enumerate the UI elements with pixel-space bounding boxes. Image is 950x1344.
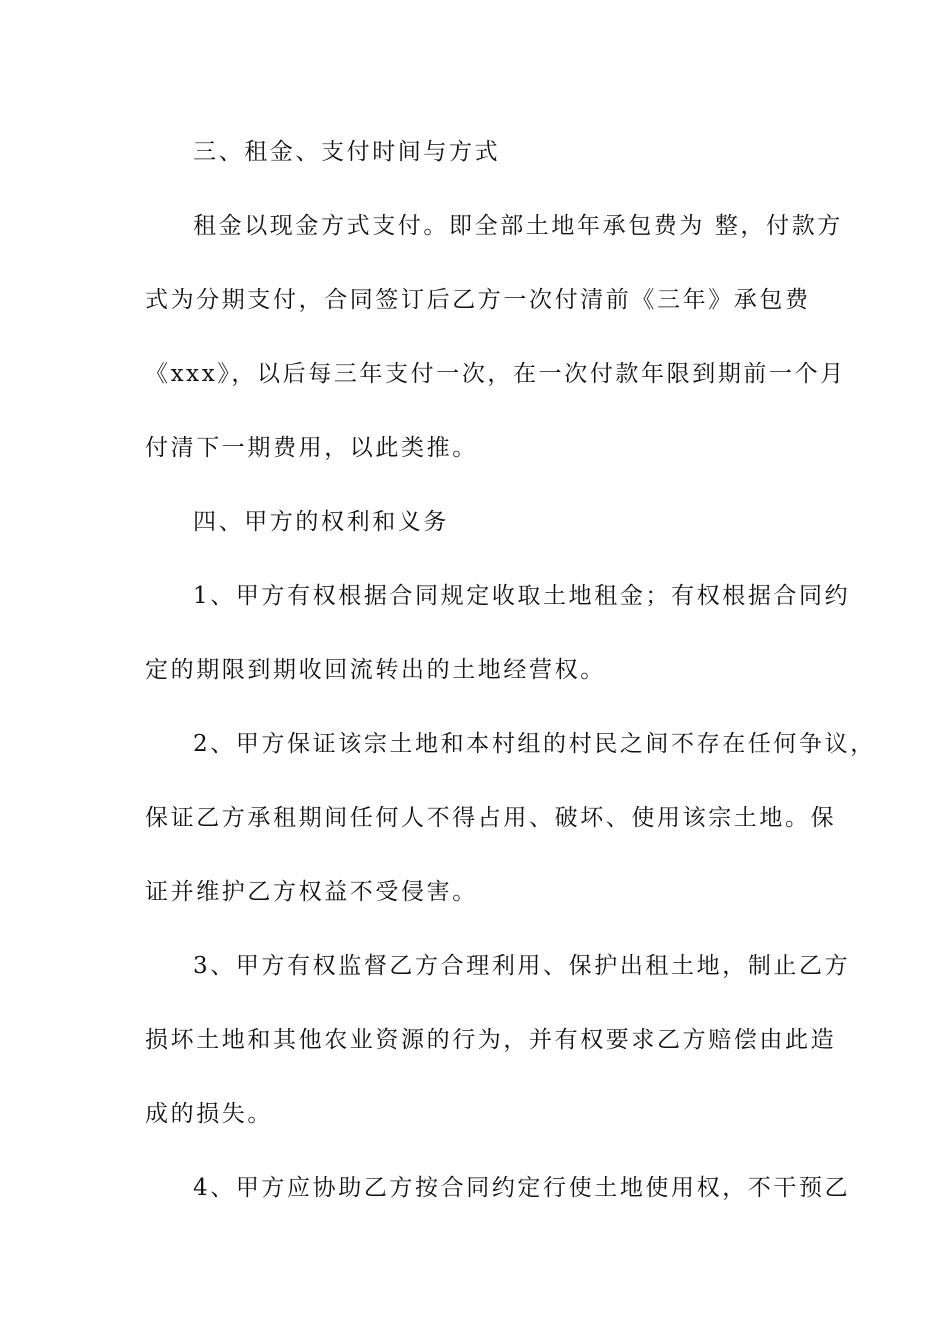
paragraph-line: 3、甲方有权监督乙方合理利用、保护出租土地，制止乙方 <box>193 953 851 979</box>
paragraph-line: 保证乙方承租期间任何人不得占用、破坏、使用该宗土地。保 <box>145 805 837 831</box>
paragraph-line: 租金以现金方式支付。即全部土地年承包费为 整，付款方 <box>193 213 843 239</box>
paragraph-line: 损坏土地和其他农业资源的行为，并有权要求乙方赔偿由此造 <box>145 1027 837 1053</box>
paragraph-line: 证并维护乙方权益不受侵害。 <box>145 879 478 905</box>
paragraph-line: 4、甲方应协助乙方按合同约定行使土地使用权，不干预乙 <box>193 1175 851 1201</box>
paragraph-line: 定的期限到期收回流转出的土地经营权。 <box>145 657 606 683</box>
paragraph-line: 式为分期支付，合同签订后乙方一次付清前《三年》承包费 <box>145 287 811 313</box>
paragraph-line: 1、甲方有权根据合同规定收取土地租金；有权根据合同约 <box>193 583 851 609</box>
paragraph-line: 成的损失。 <box>145 1101 273 1127</box>
section-heading-party-a: 四、甲方的权利和义务 <box>193 509 449 535</box>
paragraph-line: 2、甲方保证该宗土地和本村组的村民之间不存在任何争议， <box>193 731 876 757</box>
paragraph-line: 《xxx》，以后每三年支付一次，在一次付款年限到期前一个月 <box>145 361 846 387</box>
paragraph-line: 付清下一期费用，以此类推。 <box>145 435 478 461</box>
section-heading-rent: 三、租金、支付时间与方式 <box>193 139 501 165</box>
